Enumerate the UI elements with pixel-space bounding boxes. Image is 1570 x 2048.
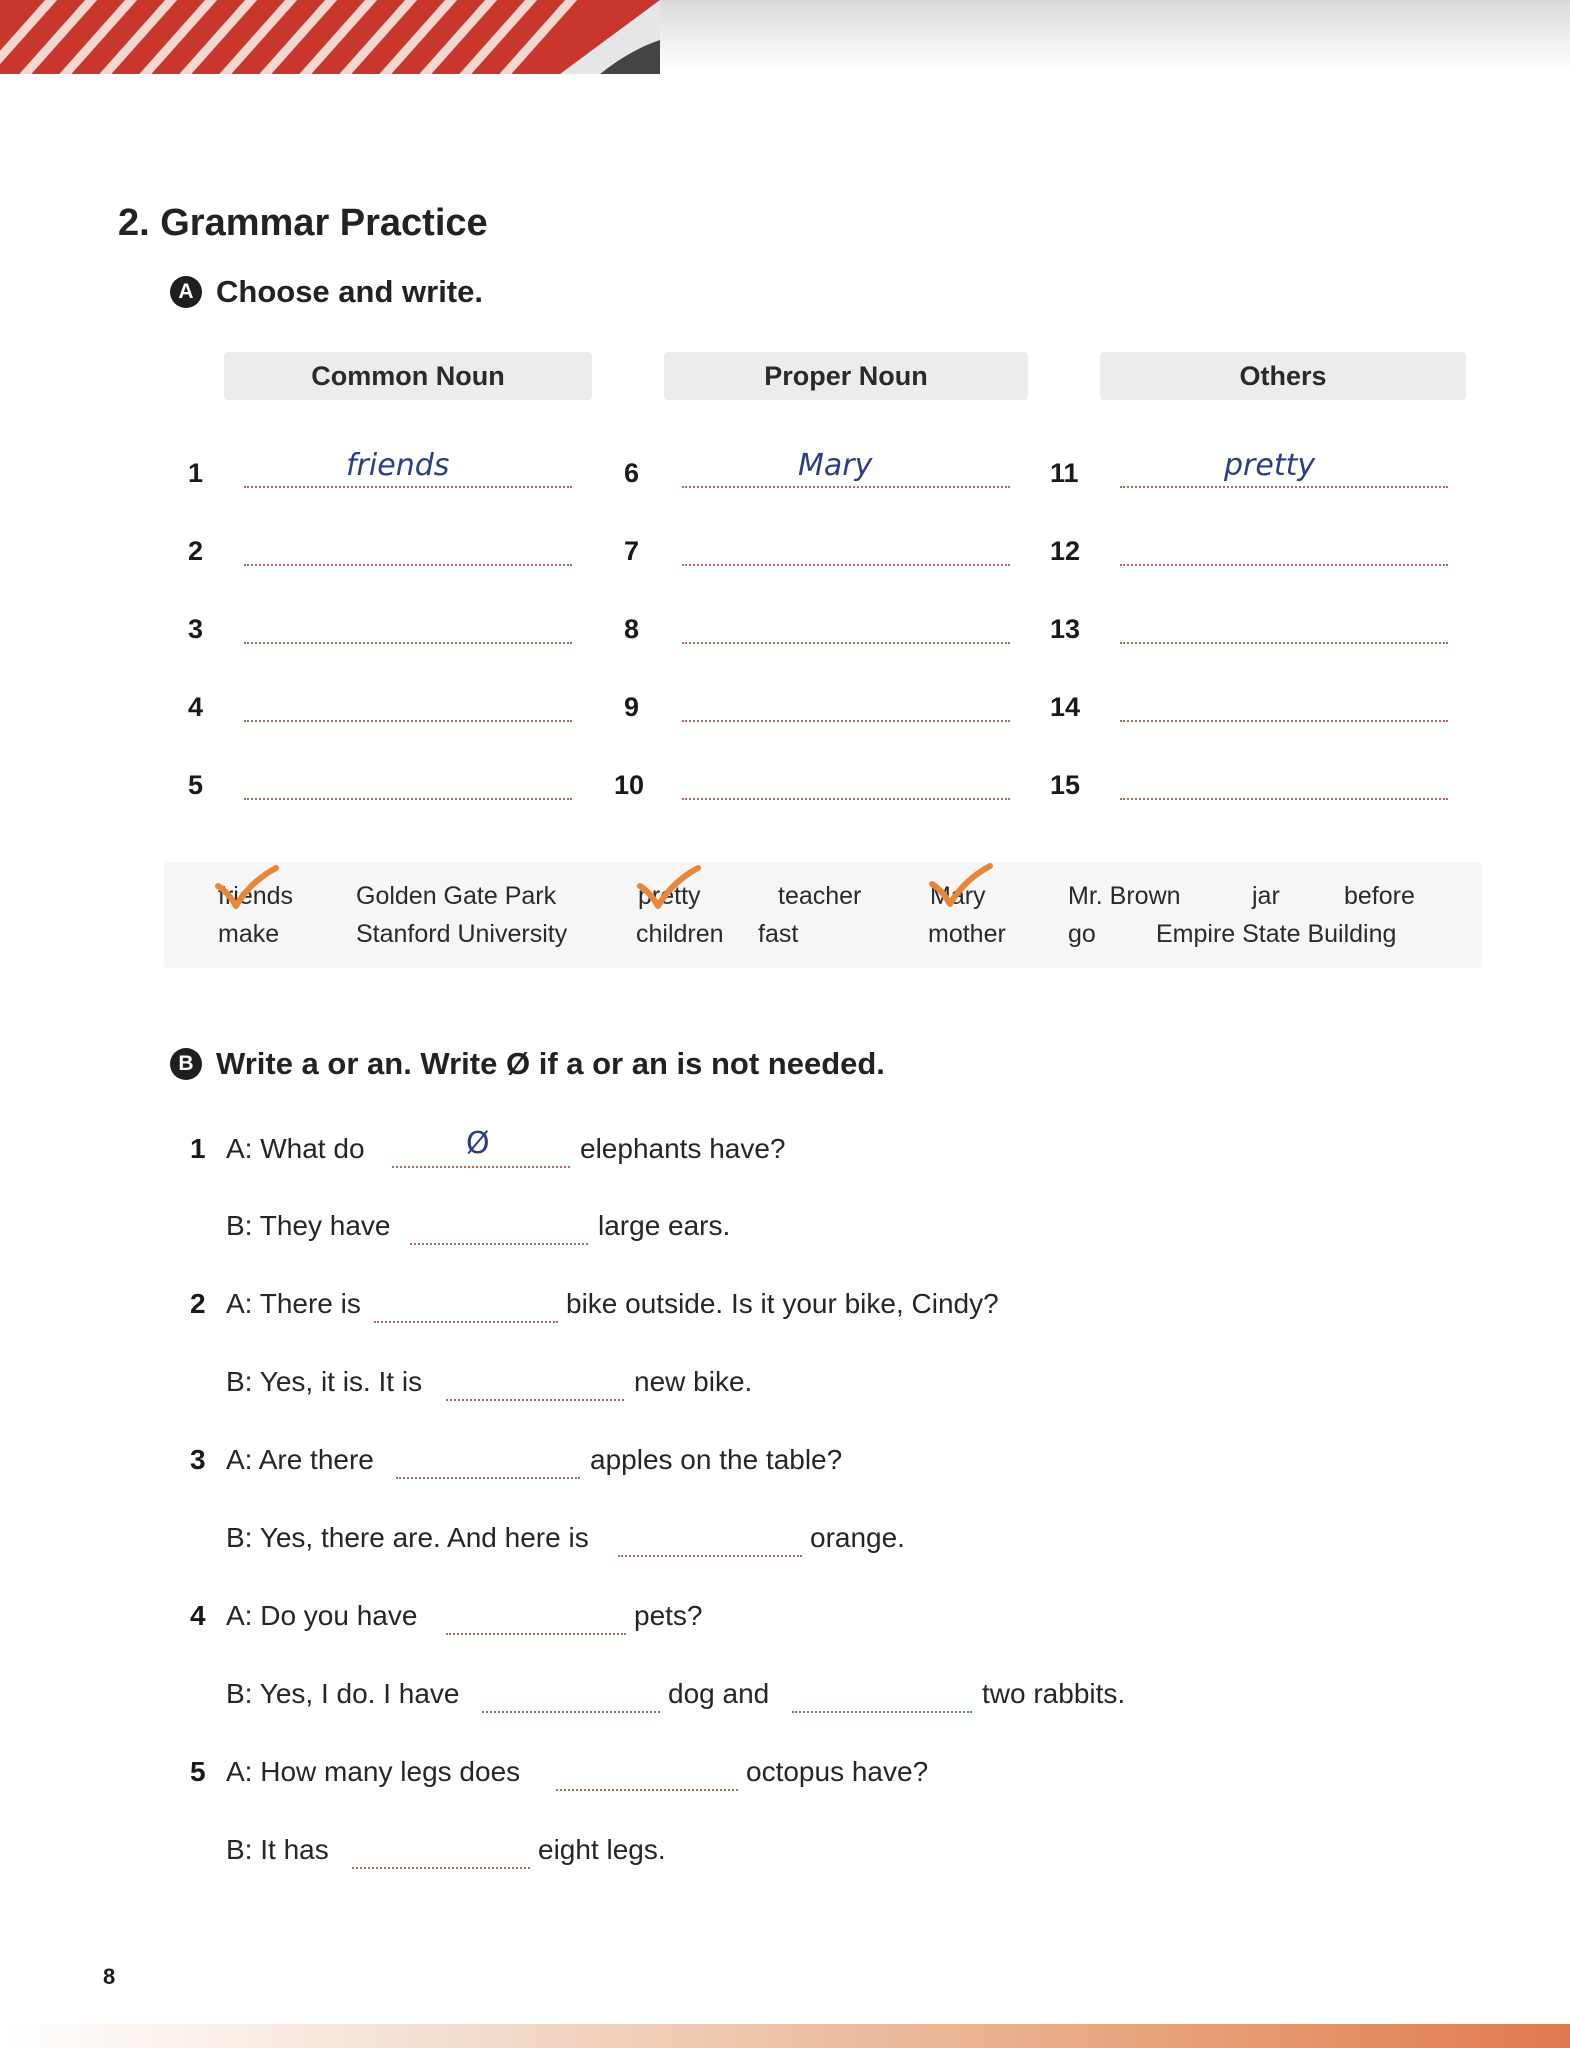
answer-text: orange.: [810, 1522, 905, 1553]
answer-text: B: Yes, there are. And here is: [226, 1522, 589, 1553]
page-number: 8: [103, 1964, 116, 1989]
question-text: apples on the table?: [590, 1444, 843, 1475]
answer-blank[interactable]: [1120, 798, 1448, 800]
handwritten-answer: Mary: [798, 448, 873, 483]
answer-blank[interactable]: [244, 564, 572, 566]
question-number: 4: [190, 1600, 206, 1631]
handwritten-answer: friends: [346, 448, 450, 483]
answer-text: B: It has: [226, 1834, 329, 1865]
part-a-instruction: Choose and write.: [216, 274, 483, 309]
row-number: 10: [614, 770, 645, 800]
answer-text: eight legs.: [538, 1834, 666, 1865]
answer-text: new bike.: [634, 1366, 753, 1397]
row-number: 2: [188, 536, 204, 566]
answer-blank[interactable]: [396, 1477, 580, 1479]
footer-band: [0, 2024, 1570, 2048]
word-bank-word: Empire State Building: [1156, 920, 1397, 948]
row-number: 6: [624, 458, 640, 488]
header-stripe-graphic: [0, 0, 660, 74]
check-mark-icon: [928, 862, 998, 912]
column-header-others: Others: [1100, 352, 1466, 400]
answer-text: dog and: [668, 1678, 770, 1709]
answer-blank[interactable]: [244, 642, 572, 644]
answer-blank[interactable]: [352, 1867, 530, 1869]
answer-blank[interactable]: [1120, 720, 1448, 722]
answer-blank[interactable]: [556, 1789, 738, 1791]
question-number: 2: [190, 1288, 206, 1319]
word-bank-word: fast: [758, 920, 799, 948]
answer-blank[interactable]: [392, 1166, 570, 1168]
question-text: octopus have?: [746, 1756, 929, 1787]
word-bank-word: children: [636, 920, 724, 948]
answer-blank[interactable]: [682, 798, 1010, 800]
row-number: 1: [188, 458, 204, 488]
question-text: A: How many legs does: [226, 1756, 521, 1787]
word-bank-word: before: [1344, 882, 1415, 910]
part-a-heading: [170, 274, 483, 310]
question-text: A: Are there: [226, 1444, 374, 1475]
question-number: 5: [190, 1756, 206, 1787]
answer-blank[interactable]: [618, 1555, 802, 1557]
question-text: A: Do you have: [226, 1600, 418, 1631]
row-number: 7: [624, 536, 640, 566]
answer-blank[interactable]: [244, 798, 572, 800]
answer-blank[interactable]: [446, 1633, 626, 1635]
question-text: elephants have?: [580, 1133, 786, 1164]
column-header-proper-noun: Proper Noun: [664, 352, 1028, 400]
answer-blank[interactable]: [410, 1243, 588, 1245]
check-mark-icon: [214, 864, 284, 914]
word-bank-word: Mary: [930, 882, 986, 910]
section-title: 2. Grammar Practice: [118, 202, 488, 244]
answer-blank[interactable]: [482, 1711, 660, 1713]
answer-blank[interactable]: [1120, 486, 1448, 488]
row-number: 13: [1050, 614, 1081, 644]
row-number: 9: [624, 692, 640, 722]
word-bank: [164, 862, 1482, 968]
part-a-badge: A: [170, 276, 202, 308]
word-bank-word: make: [218, 920, 280, 948]
word-bank-word: go: [1068, 920, 1096, 948]
answer-text: large ears.: [598, 1210, 731, 1241]
question-number: 1: [190, 1133, 206, 1164]
row-number: 12: [1050, 536, 1081, 566]
answer-text: two rabbits.: [982, 1678, 1126, 1709]
answer-blank[interactable]: [682, 564, 1010, 566]
row-number: 11: [1050, 458, 1079, 488]
handwritten-answer: pretty: [1224, 448, 1316, 483]
word-bank-word: jar: [1252, 882, 1280, 910]
check-mark-icon: [636, 864, 706, 914]
word-bank-word: mother: [928, 920, 1006, 948]
answer-blank[interactable]: [682, 486, 1010, 488]
handwritten-answer: Ø: [466, 1126, 490, 1161]
answer-text: B: They have: [226, 1210, 391, 1241]
word-bank-word: Golden Gate Park: [356, 882, 557, 910]
word-bank-word: Stanford University: [356, 920, 568, 948]
answer-blank[interactable]: [792, 1711, 972, 1713]
row-number: 3: [188, 614, 204, 644]
row-number: 5: [188, 770, 204, 800]
word-bank-word: pretty: [638, 882, 701, 910]
question-text: A: There is: [226, 1288, 361, 1319]
question-text: bike outside. Is it your bike, Cindy?: [566, 1288, 999, 1319]
part-b-heading: [170, 1046, 885, 1082]
row-number: 14: [1050, 692, 1081, 722]
answer-blank[interactable]: [682, 642, 1010, 644]
row-number: 15: [1050, 770, 1081, 800]
answer-blank[interactable]: [1120, 564, 1448, 566]
answer-blank[interactable]: [244, 720, 572, 722]
row-number: 8: [624, 614, 640, 644]
word-bank-word: friends: [218, 882, 294, 910]
question-text: A: What do: [226, 1133, 365, 1164]
word-bank-word: teacher: [778, 882, 862, 910]
column-header-common-noun: Common Noun: [224, 352, 592, 400]
answer-text: B: Yes, I do. I have: [226, 1678, 460, 1709]
part-b-instruction: Write a or an. Write Ø if a or an is not needed.: [216, 1046, 885, 1081]
answer-blank[interactable]: [1120, 642, 1448, 644]
question-text: pets?: [634, 1600, 703, 1631]
word-bank-word: Mr. Brown: [1068, 882, 1181, 910]
answer-blank[interactable]: [244, 486, 572, 488]
row-number: 4: [188, 692, 204, 722]
part-b-badge: B: [170, 1048, 202, 1080]
answer-text: B: Yes, it is. It is: [226, 1366, 423, 1397]
answer-blank[interactable]: [446, 1399, 624, 1401]
answer-blank[interactable]: [682, 720, 1010, 722]
answer-blank[interactable]: [374, 1321, 558, 1323]
question-number: 3: [190, 1444, 206, 1475]
